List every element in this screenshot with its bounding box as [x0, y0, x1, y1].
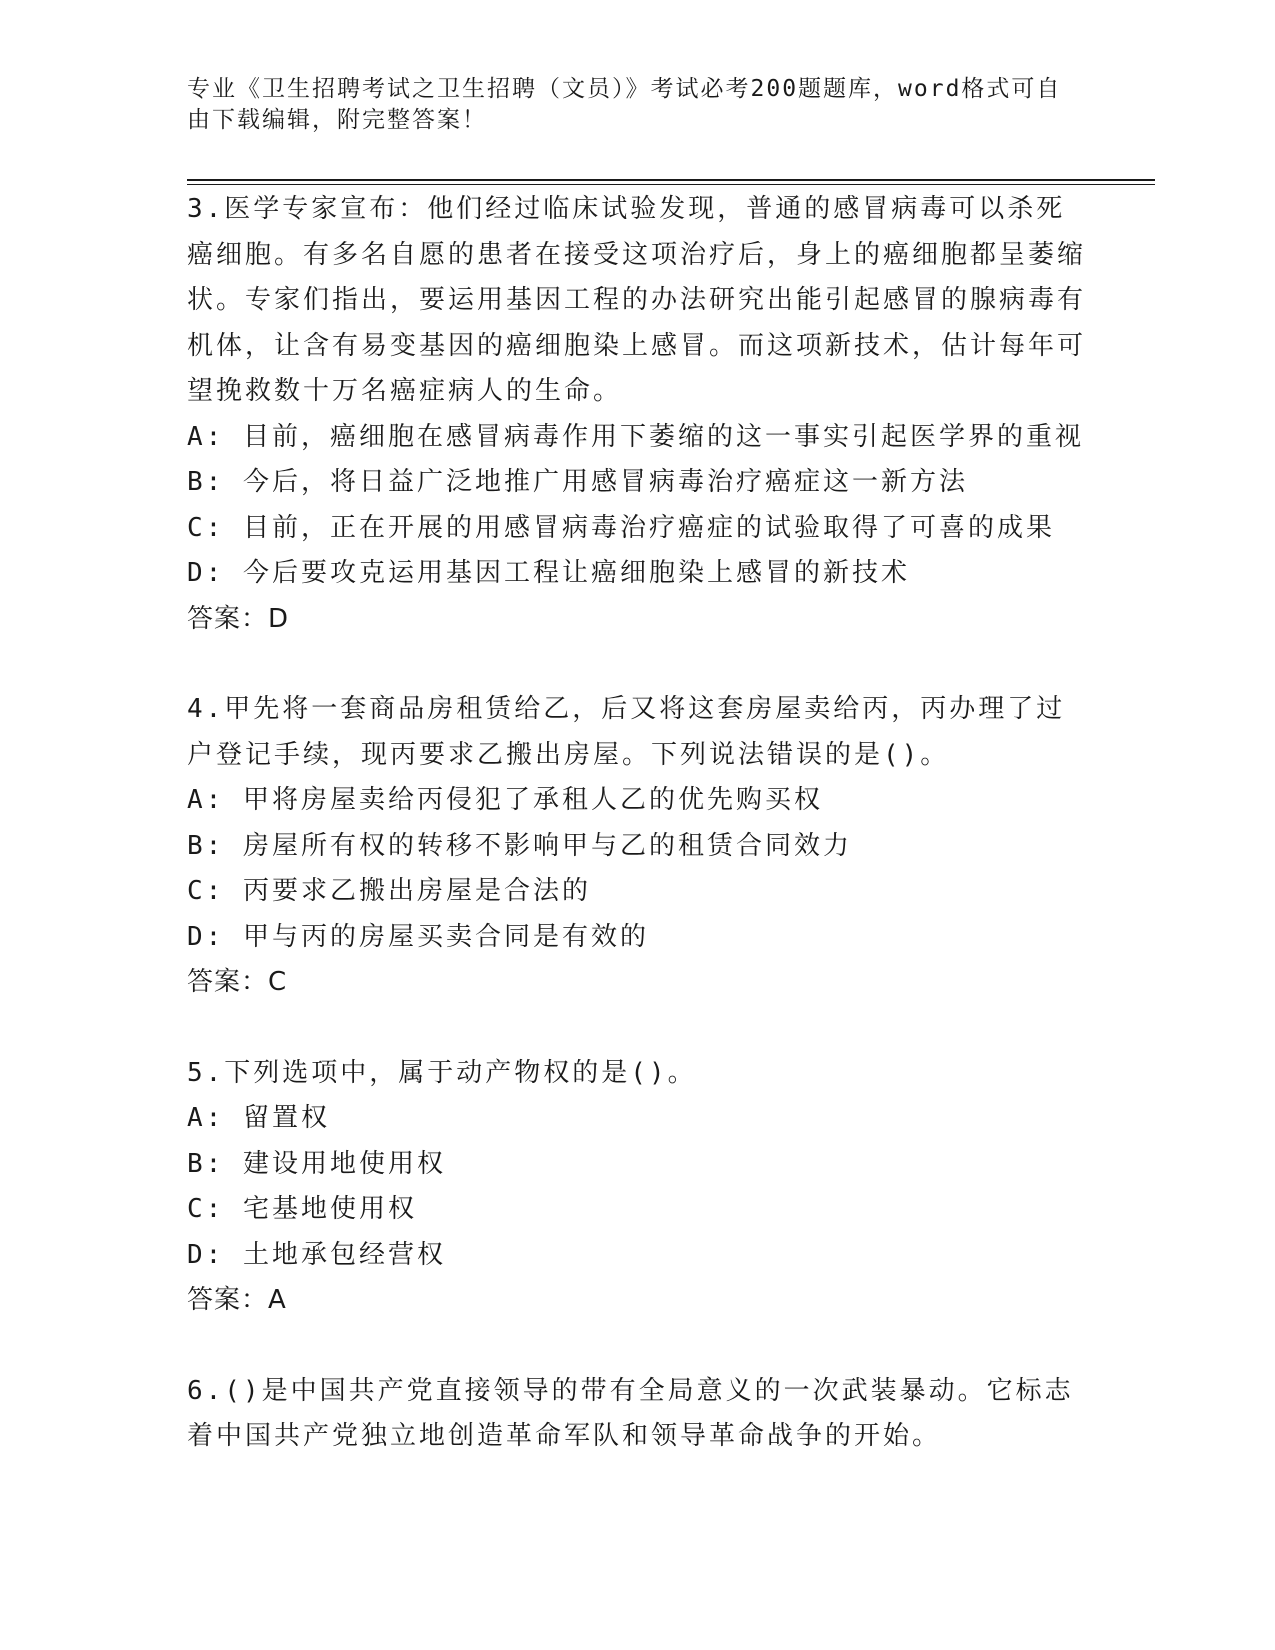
question-4: [187, 687, 1087, 1006]
question-6: [187, 1369, 1087, 1460]
option-d: D: 今后要攻克运用基因工程让癌细胞染上感冒的新技术: [187, 558, 910, 588]
question-stem: 4.甲先将一套商品房租赁给乙，后又将这套房屋卖给丙，丙办理了过户登记手续，现丙要求乙搬出房屋。下列说法错误的是()。: [187, 694, 1066, 770]
header-rule-thin: [187, 184, 1155, 185]
option-d: D: 甲与丙的房屋买卖合同是有效的: [187, 921, 649, 952]
header-rule-thick: [187, 179, 1155, 181]
question-5: [187, 1051, 1087, 1324]
document-header: 专业《卫生招聘考试之卫生招聘（文员）》考试必考200题题库，word格式可自由下载编辑，附完整答案！: [187, 76, 1062, 133]
option-b: B: 房屋所有权的转移不影响甲与乙的租赁合同效力: [187, 830, 852, 861]
option-a: A: 目前，癌细胞在感冒病毒作用下萎缩的这一事实引起医学界的重视: [187, 421, 1084, 452]
question-stem: 5.下列选项中，属于动产物权的是()。: [187, 1057, 697, 1088]
question-stem: 6.()是中国共产党直接领导的带有全局意义的一次武装暴动。它标志着中国共产党独立地创造革命军队和领导革命战争的开始。: [187, 1375, 1074, 1451]
option-a: A: 甲将房屋卖给丙侵犯了承租人乙的优先购买权: [187, 785, 823, 815]
question-3: [187, 187, 1087, 642]
question-list: [187, 187, 1087, 1460]
answer: 答案：C: [187, 967, 288, 997]
option-b: B: 建设用地使用权: [187, 1148, 446, 1179]
question-stem: 3.医学专家宣布：他们经过临床试验发现，普通的感冒病毒可以杀死癌细胞。有多名自愿的患者在接受这项治疗后，身上的癌细胞都呈萎缩状。专家们指出，要运用基因工程的办法研究出能引起感冒的腺病毒有机体，让含有易变基因的癌细胞染上感冒。而这项新技术，估计每年可望挽救数十万名癌症病人的生命。: [187, 194, 1087, 406]
option-c: C: 目前，正在开展的用感冒病毒治疗癌症的试验取得了可喜的成果: [187, 512, 1055, 543]
option-c: C: 丙要求乙搬出房屋是合法的: [187, 876, 591, 906]
option-c: C: 宅基地使用权: [187, 1194, 417, 1224]
answer: 答案：A: [187, 1285, 287, 1315]
option-d: D: 土地承包经营权: [187, 1239, 446, 1270]
answer: 答案：D: [187, 603, 290, 634]
option-b: B: 今后，将日益广泛地推广用感冒病毒治疗癌症这一新方法: [187, 467, 968, 497]
option-a: A: 留置权: [187, 1103, 330, 1133]
